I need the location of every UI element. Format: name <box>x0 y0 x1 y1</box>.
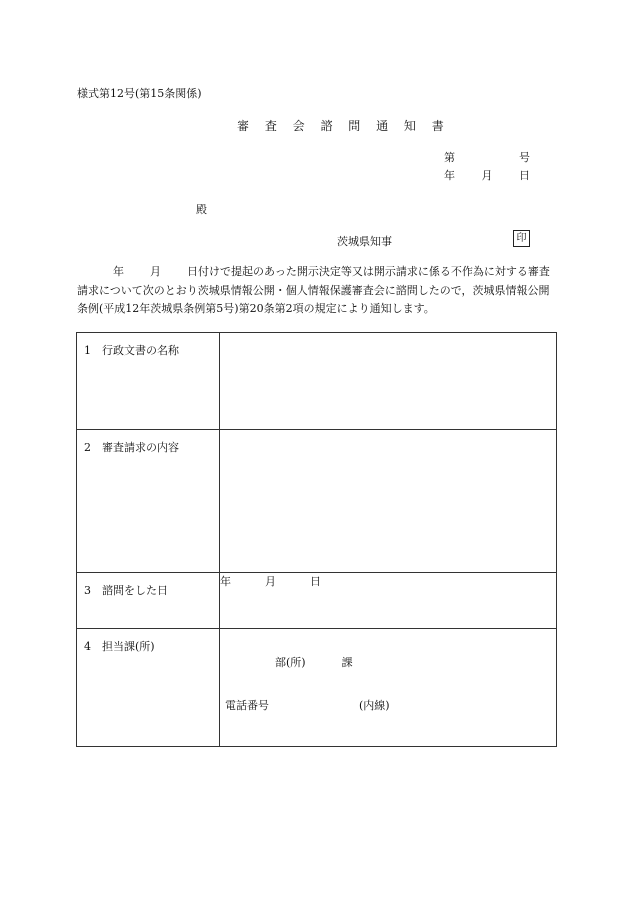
sender-name: 茨城県知事 <box>337 235 392 248</box>
row-label: 4 担当課(所) <box>77 629 220 747</box>
document-name-cell[interactable] <box>220 333 557 430</box>
row-label: 2 審査請求の内容 <box>77 430 220 573</box>
number-prefix: 第 <box>444 151 455 164</box>
inquiry-month: 月 <box>265 575 276 588</box>
document-title: 審 査 会 諮 問 通 知 書 <box>237 119 450 133</box>
table-row <box>77 430 557 573</box>
date-month: 月 <box>481 169 493 182</box>
inquiry-day: 日 <box>310 575 321 588</box>
addressee-suffix: 殿 <box>196 203 207 216</box>
inquiry-date-cell[interactable] <box>220 573 557 629</box>
department-label: 部(所) <box>275 656 306 669</box>
date-year: 年 <box>444 169 455 182</box>
inquiry-year: 年 <box>220 575 231 588</box>
document-number-line <box>444 149 530 165</box>
phone-line <box>225 697 390 713</box>
table-row <box>77 629 557 747</box>
section-label: 課 <box>341 656 353 669</box>
department-cell[interactable] <box>220 629 557 747</box>
date-day: 日 <box>519 169 530 182</box>
seal-mark: 印 <box>513 230 530 247</box>
info-table <box>76 332 557 747</box>
phone-label: 電話番号 <box>225 699 269 712</box>
body-year: 年 <box>113 265 124 278</box>
request-content-cell[interactable] <box>220 430 557 573</box>
extension-label: (内線) <box>359 699 390 712</box>
department-line <box>275 654 353 670</box>
row-label: 3 諮問をした日 <box>77 573 220 629</box>
body-month: 月 <box>150 265 161 278</box>
form-number: 様式第12号(第15条関係) <box>77 87 202 100</box>
body-text: 日付けで提起のあった開示決定等又は開示請求に係る不作為に対する審査請求について次のとおり茨城県情報公開・個人情報保護審査会に諮問したので，茨城県情報公開条例(平成12年茨城県条例第5号)第20条第2項の規定により通知します。 <box>77 265 550 315</box>
row-label: 1 行政文書の名称 <box>77 333 220 430</box>
table-row <box>77 573 557 629</box>
document-date-line <box>444 167 530 183</box>
notice-body <box>77 263 557 319</box>
number-suffix: 号 <box>519 151 530 164</box>
table-row <box>77 333 557 430</box>
